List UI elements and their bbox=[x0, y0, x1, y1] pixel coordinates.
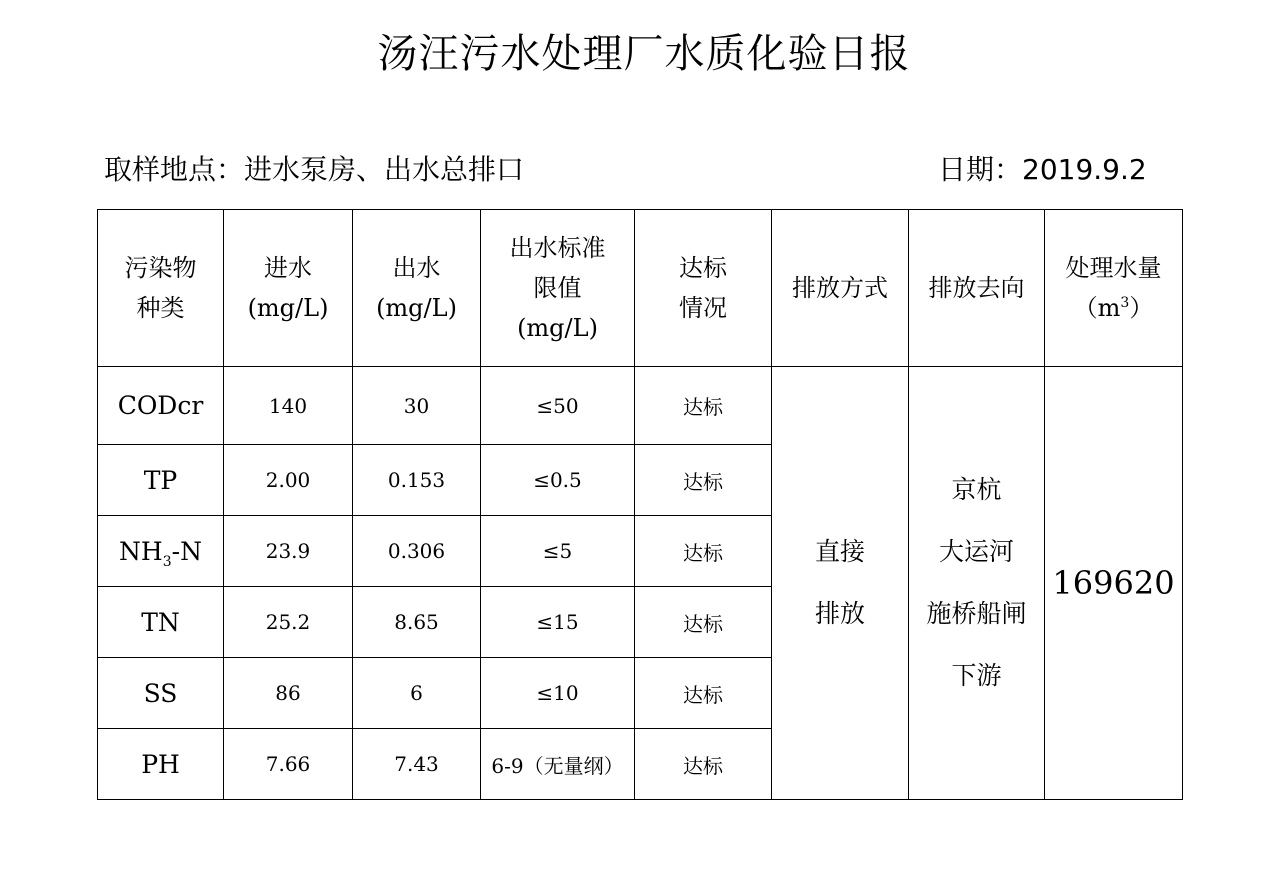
header-influent bbox=[224, 210, 353, 367]
standard-limit: ≤10 bbox=[481, 658, 635, 729]
header-effluent bbox=[353, 210, 481, 367]
effluent-value: 30 bbox=[353, 367, 481, 445]
discharge-destination bbox=[909, 367, 1045, 800]
discharge-destination-line3: 施桥船闸 bbox=[926, 599, 1027, 628]
discharge-method-line2: 排放 bbox=[814, 599, 865, 628]
standard-limit: ≤0.5 bbox=[481, 445, 635, 516]
report-date bbox=[938, 150, 1147, 190]
water-quality-table bbox=[97, 209, 1183, 800]
pollutant-name-base: NH bbox=[119, 536, 163, 566]
report-title: 汤汪污水处理厂水质化验日报 bbox=[377, 31, 911, 77]
effluent-value: 7.43 bbox=[353, 729, 481, 800]
discharge-destination-line4: 下游 bbox=[951, 661, 1002, 690]
header-effluent-unit: (mg/L) bbox=[376, 294, 457, 322]
header-standard-line1: 出水标准 bbox=[509, 234, 606, 262]
sampling-location-value: 进水泵房、出水总排口 bbox=[244, 153, 525, 186]
influent-value: 7.66 bbox=[224, 729, 353, 800]
effluent-value: 0.306 bbox=[353, 516, 481, 587]
header-volume-unit bbox=[1045, 288, 1182, 328]
influent-value: 2.00 bbox=[224, 445, 353, 516]
influent-value: 140 bbox=[224, 367, 353, 445]
header-standard-unit: (mg/L) bbox=[517, 314, 598, 342]
influent-value: 86 bbox=[224, 658, 353, 729]
pollutant-name: SS bbox=[98, 658, 224, 729]
header-destination: 排放去向 bbox=[909, 210, 1045, 367]
pollutant-name: CODcr bbox=[98, 367, 224, 445]
compliance-status: 达标 bbox=[635, 587, 772, 658]
standard-limit: ≤50 bbox=[481, 367, 635, 445]
sampling-location-label: 取样地点： bbox=[104, 153, 245, 186]
header-volume bbox=[1045, 210, 1183, 367]
effluent-value: 0.153 bbox=[353, 445, 481, 516]
header-effluent-label: 出水 bbox=[392, 254, 441, 282]
discharge-destination-line2: 大运河 bbox=[938, 537, 1014, 566]
header-compliance-line2: 情况 bbox=[679, 294, 727, 322]
table-header-row bbox=[98, 210, 1183, 367]
volume-unit-sup: 3 bbox=[1120, 295, 1130, 311]
header-standard-line2: 限值 bbox=[533, 274, 582, 302]
pollutant-name: TP bbox=[98, 445, 224, 516]
header-pollutant-line2: 种类 bbox=[136, 294, 185, 322]
header-compliance bbox=[635, 210, 772, 367]
volume-unit-open: （m bbox=[1073, 294, 1121, 322]
header-pollutant-line1: 污染物 bbox=[124, 254, 197, 282]
effluent-value: 6 bbox=[353, 658, 481, 729]
compliance-status: 达标 bbox=[635, 445, 772, 516]
header-pollutant bbox=[98, 210, 224, 367]
header-volume-label: 处理水量 bbox=[1065, 254, 1162, 282]
pollutant-name bbox=[98, 516, 224, 587]
discharge-method-line1: 直接 bbox=[814, 537, 865, 566]
influent-value: 25.2 bbox=[224, 587, 353, 658]
compliance-status: 达标 bbox=[635, 516, 772, 587]
influent-value: 23.9 bbox=[224, 516, 353, 587]
effluent-value: 8.65 bbox=[353, 587, 481, 658]
discharge-method bbox=[772, 367, 909, 800]
pollutant-name-subscript: 3 bbox=[162, 553, 172, 570]
pollutant-name: TN bbox=[98, 587, 224, 658]
volume-unit-close: ） bbox=[1129, 294, 1154, 322]
header-method: 排放方式 bbox=[772, 210, 909, 367]
standard-limit: ≤5 bbox=[481, 516, 635, 587]
pollutant-name: PH bbox=[98, 729, 224, 800]
header-standard bbox=[481, 210, 635, 367]
sampling-location bbox=[104, 150, 524, 190]
compliance-status: 达标 bbox=[635, 367, 772, 445]
table-row bbox=[98, 367, 1183, 445]
compliance-status: 达标 bbox=[635, 658, 772, 729]
header-influent-label: 进水 bbox=[264, 254, 312, 282]
pollutant-name-tail: -N bbox=[171, 536, 202, 566]
compliance-status: 达标 bbox=[635, 729, 772, 800]
report-date-label: 日期： bbox=[938, 153, 1023, 186]
header-compliance-line1: 达标 bbox=[679, 254, 727, 282]
standard-limit: ≤15 bbox=[481, 587, 635, 658]
header-influent-unit: (mg/L) bbox=[247, 294, 329, 322]
report-date-value: 2019.9.2 bbox=[1022, 153, 1147, 186]
discharge-destination-line1: 京杭 bbox=[951, 475, 1002, 504]
treated-volume: 169620 bbox=[1045, 367, 1183, 800]
standard-limit: 6-9（无量纲） bbox=[481, 729, 635, 800]
